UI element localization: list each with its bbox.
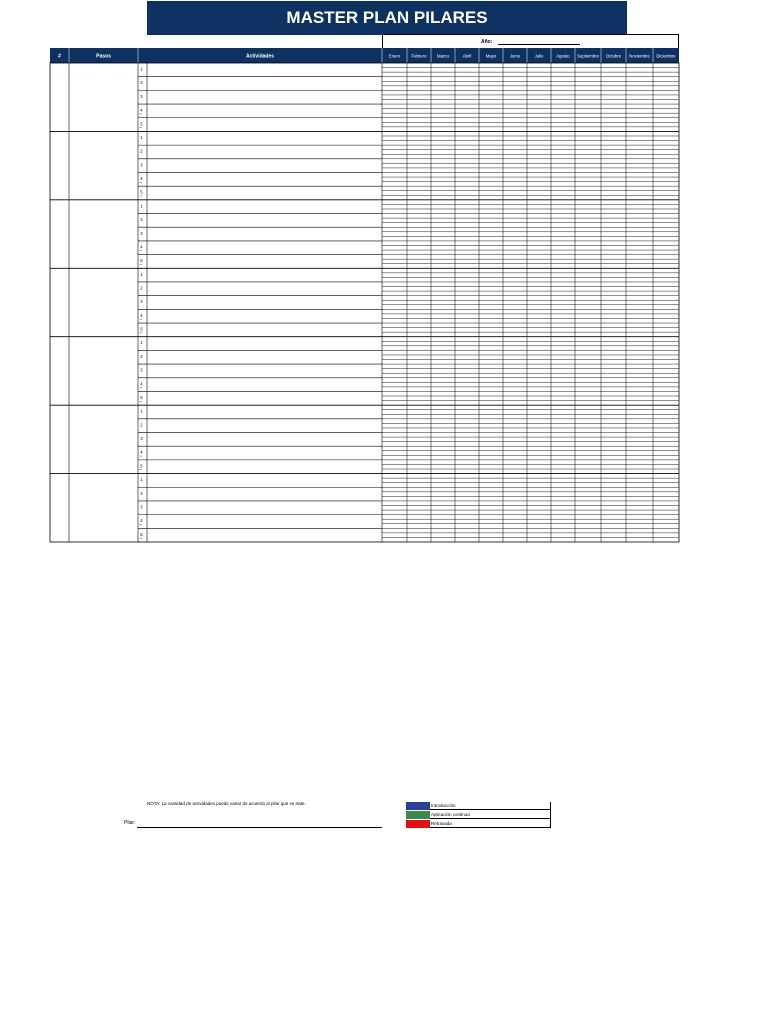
activity-number: 3 xyxy=(140,367,143,373)
activity-number: 5 xyxy=(140,463,143,469)
legend-item-introduccion xyxy=(406,802,551,810)
activity-number: 3 xyxy=(140,504,143,510)
activity-number: 2 xyxy=(140,422,143,428)
header-month: Julio xyxy=(534,53,544,59)
activity-number: 5 xyxy=(140,326,143,332)
header-month: Octubre xyxy=(605,53,622,59)
header-month: Septiembre xyxy=(577,53,599,59)
legend xyxy=(406,802,551,828)
activity-number: 2 xyxy=(140,80,143,86)
activity-number: 5 xyxy=(140,531,143,537)
legend-swatch-retrasada xyxy=(406,820,430,828)
legend-swatch-introduccion xyxy=(406,802,430,810)
legend-label: Introducción xyxy=(431,803,456,808)
legend-item-aplicacion-continua xyxy=(406,811,551,819)
header-month: Agosto xyxy=(556,53,570,59)
activity-number: 1 xyxy=(140,271,143,277)
header-month: Junio xyxy=(509,53,521,59)
header-month: Noviembre xyxy=(629,53,650,59)
activity-number: 3 xyxy=(140,230,143,236)
header-month: Enero xyxy=(388,53,401,59)
activity-number: 4 xyxy=(140,449,143,455)
legend-swatch-aplicacion-continua xyxy=(406,811,430,819)
activity-number: 5 xyxy=(140,258,143,264)
activity-number: 1 xyxy=(140,134,143,140)
activity-number: 2 xyxy=(140,353,143,359)
activity-number: 2 xyxy=(140,217,143,223)
legend-label: Aplicación continua xyxy=(431,812,470,817)
activity-number: 3 xyxy=(140,93,143,99)
year-label: Año: xyxy=(481,39,493,45)
activity-number: 5 xyxy=(140,189,143,195)
activity-number: 2 xyxy=(140,490,143,496)
activity-number: 3 xyxy=(140,436,143,442)
activity-number: 1 xyxy=(140,66,143,72)
header-num: # xyxy=(58,53,61,60)
header-actividades: Actividades xyxy=(245,53,275,60)
activity-number: 4 xyxy=(140,107,143,113)
activity-number: 4 xyxy=(140,176,143,182)
activity-number: 4 xyxy=(140,381,143,387)
activity-number: 3 xyxy=(140,162,143,168)
header-pasos: Pasos xyxy=(96,53,111,60)
activity-number: 1 xyxy=(140,408,143,414)
activity-number: 3 xyxy=(140,299,143,305)
header-month: Diciembre xyxy=(656,53,676,59)
activity-number: 2 xyxy=(140,285,143,291)
header-month: Abril xyxy=(462,53,472,59)
activity-number: 5 xyxy=(140,394,143,400)
activity-number: 4 xyxy=(140,312,143,318)
page-title: MASTER PLAN PILARES xyxy=(147,1,627,35)
pilar-input-line[interactable] xyxy=(137,827,382,828)
activity-number: 1 xyxy=(140,340,143,346)
legend-label: Retrasada xyxy=(431,821,452,826)
legend-item-retrasada xyxy=(406,820,551,828)
pilar-label: Pilar: xyxy=(124,820,136,826)
activity-number: 2 xyxy=(140,148,143,154)
activity-number: 4 xyxy=(140,518,143,524)
header-month: Mayo xyxy=(485,53,497,59)
header-month: Marzo xyxy=(437,53,449,59)
activity-number: 5 xyxy=(140,121,143,127)
header-month: Febrero xyxy=(411,53,427,59)
activity-number: 1 xyxy=(140,203,143,209)
note-text: NOTA: La cantidad de actividades puede variar de acuerdo al pilar que se trate. xyxy=(147,801,306,806)
activity-number: 4 xyxy=(140,244,143,250)
table-body xyxy=(50,63,679,542)
activity-number: 1 xyxy=(140,477,143,483)
